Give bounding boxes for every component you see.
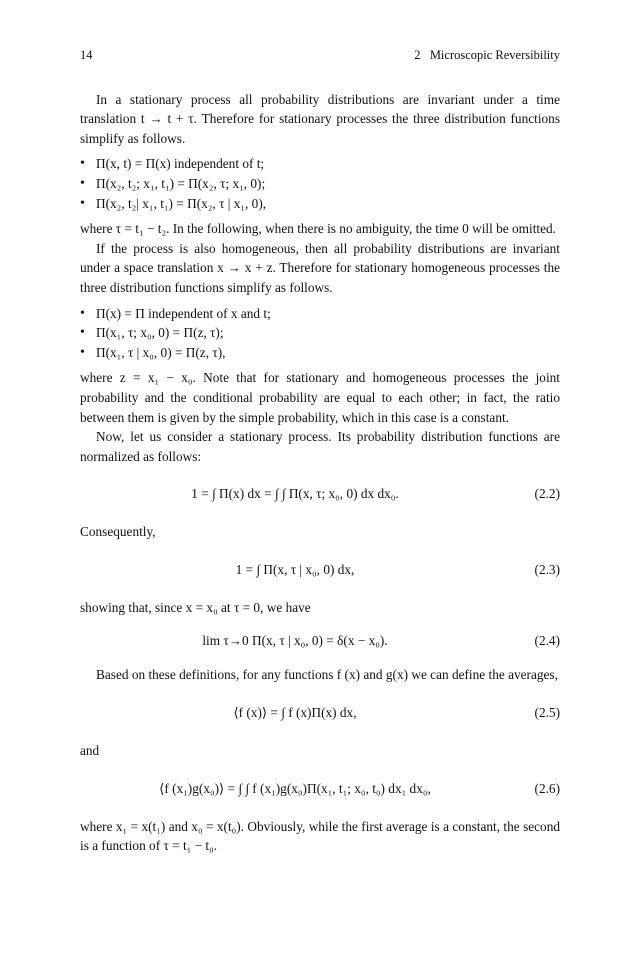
equation-body: ⟨f (x)⟩ = ∫ f (x)Π(x) dx, xyxy=(233,705,357,721)
page xyxy=(80,46,560,856)
page-number: 14 xyxy=(80,48,93,62)
list-item: • Π(x₂, t₂| x₁, t₁) = Π(x₂, τ | x₁, 0), xyxy=(80,194,560,214)
paragraph-showing: showing that, since x = x₀ at τ = 0, we have xyxy=(80,599,311,615)
equation-body: 1 = ∫ Π(x) dx = ∫ ∫ Π(x, τ; x₀, 0) dx dx₀. xyxy=(191,486,399,502)
homogeneous-list xyxy=(80,304,560,363)
paragraph-z-definition: where z = x₁ − x₀. Note that for stationary and homogeneous processes the joint probability and the conditional probability are equal to each other; in fact, the ratio between them is given by the simple probability, which in this case is a constant. xyxy=(80,370,560,425)
equation-2-2 xyxy=(80,468,560,520)
paragraph-closing: where x₁ = x(t₁) and x₀ = x(t₀). Obviously, while the first average is a constant, the second is a function of τ = t₁ − t₀. xyxy=(80,818,560,854)
equation-body: lim τ→0 Π(x, τ | x₀, 0) = δ(x − x₀). xyxy=(202,633,388,649)
equation-2-6 xyxy=(80,763,560,815)
list-item: • Π(x₂, t₂; x₁, t₁) = Π(x₂, τ; x₁, 0); xyxy=(80,174,560,194)
list-item: • Π(x, t) = Π(x) independent of t; xyxy=(80,154,560,174)
equation-number: (2.4) xyxy=(534,633,560,649)
equation-2-3 xyxy=(80,544,560,596)
paragraph-consequently: Consequently, xyxy=(80,524,156,540)
equation-2-4 xyxy=(80,619,560,663)
list-item: • Π(x₁, τ | x₀, 0) = Π(z, τ), xyxy=(80,343,560,363)
running-title: 2 Microscopic Reversibility xyxy=(414,48,560,62)
equation-body: ⟨f (x₁)g(x₀)⟩ = ∫ ∫ f (x₁)g(x₀)Π(x₁, t₁; x₀, t₀) dx₁ dx₀, xyxy=(159,780,431,796)
list-item: • Π(x) = Π independent of x and t; xyxy=(80,304,560,324)
equation-number: (2.2) xyxy=(534,486,560,502)
list-item: • Π(x₁, τ; x₀, 0) = Π(z, τ); xyxy=(80,323,560,343)
equation-number: (2.3) xyxy=(534,561,560,577)
paragraph-and: and xyxy=(80,743,100,759)
running-header xyxy=(80,46,560,66)
paragraph-averages: Based on these definitions, for any functions f (x) and g(x) we can define the averages, xyxy=(96,667,558,683)
stationary-list xyxy=(80,154,560,213)
equation-number: (2.5) xyxy=(534,705,560,721)
equation-body: 1 = ∫ Π(x, τ | x₀, 0) dx, xyxy=(235,561,355,577)
paragraph-normalization: Now, let us consider a stationary process. Its probability distribution functions are normalized as follows: xyxy=(80,429,560,464)
equation-number: (2.6) xyxy=(534,780,560,796)
paragraph-tau-definition: where τ = t₁ − t₂. In the following, when there is no ambiguity, the time 0 will be omitted. xyxy=(80,221,556,237)
paragraph-stationary: In a stationary process all probability distributions are invariant under a time translation t → t + τ. Therefore for stationary processes the three distribution functions simplify as follows. xyxy=(80,91,560,146)
paragraph-homogeneous: If the process is also homogeneous, then all probability distributions are invariant under a space translation x → x + z. Therefore for stationary homogeneous processes the three distribution functions simplify as follows. xyxy=(80,240,560,295)
equation-2-5 xyxy=(80,687,560,739)
